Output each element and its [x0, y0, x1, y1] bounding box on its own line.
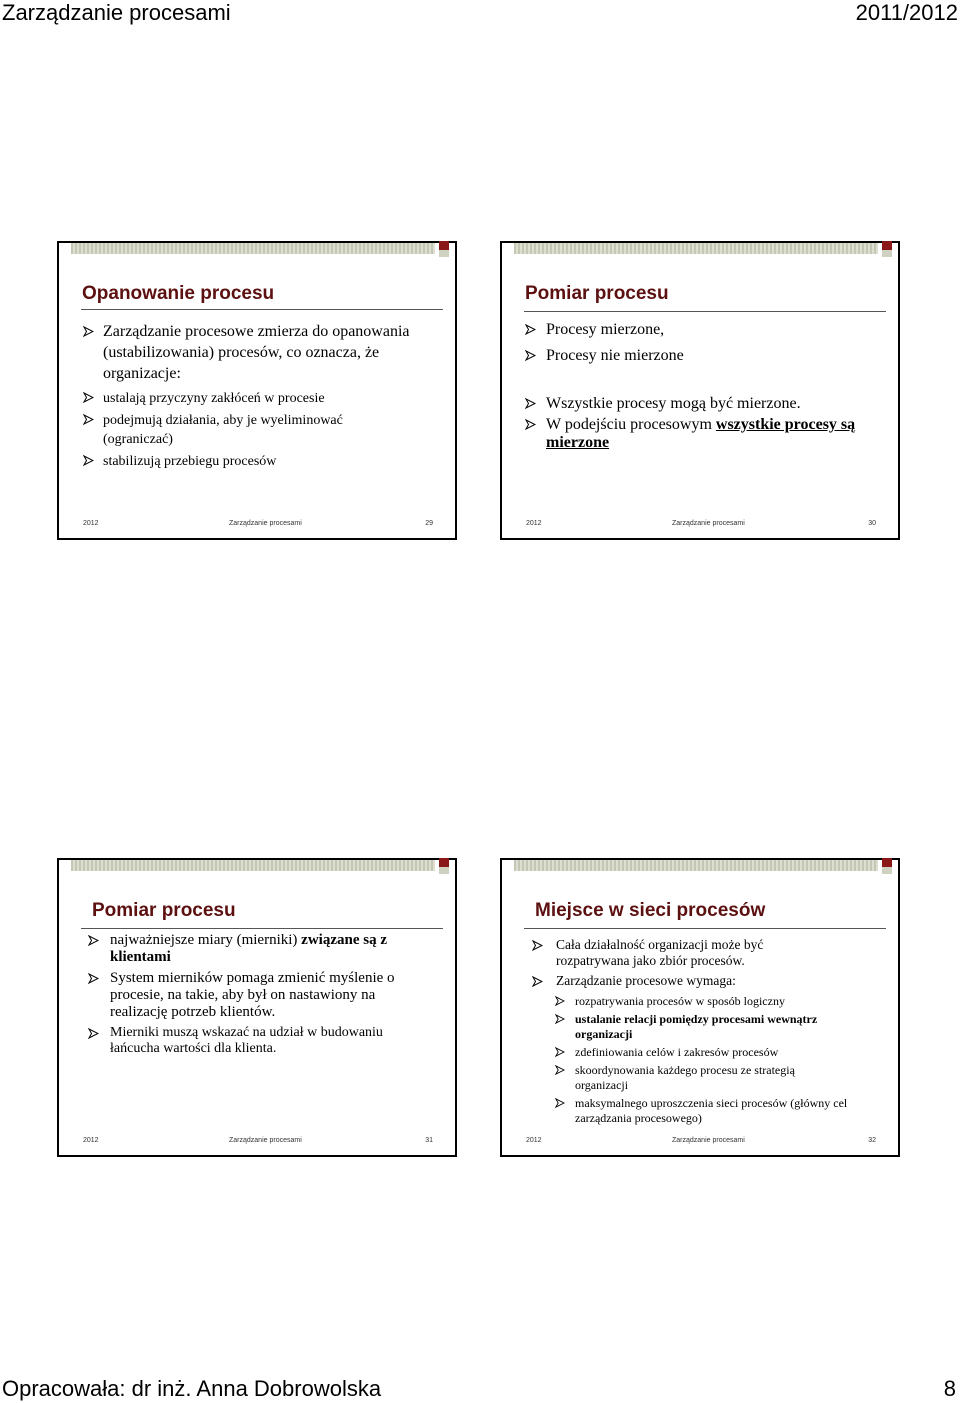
slide-number: 32 [868, 1137, 876, 1144]
arrow-bullet-icon [532, 976, 542, 986]
arrow-bullet-icon [83, 455, 93, 465]
title-divider [81, 928, 443, 929]
emphasis-text: związane są z klientami [110, 932, 387, 965]
bullet-item: Wszystkie procesy mogą być mierzone. [525, 395, 885, 413]
slide-footer-year: 2012 [526, 520, 542, 527]
slide-decoration [71, 858, 451, 872]
arrow-bullet-icon [88, 935, 98, 945]
arrow-bullet-icon [532, 940, 542, 950]
slide-footer-title: Zarządzanie procesami [229, 1137, 302, 1144]
sub-bullet-item: zdefiniowania celów i zakresów procesów [555, 1045, 875, 1060]
bullet-item: Mierniki muszą wskazać na udział w budowaniu łańcucha wartości dla klienta. [88, 1025, 418, 1057]
slide-29 [57, 241, 457, 540]
slide-footer-title: Zarządzanie procesami [672, 520, 745, 527]
slide-footer [502, 1135, 898, 1147]
page-header [0, 0, 960, 26]
slide-footer-year: 2012 [83, 1137, 99, 1144]
emphasis-text: ustalanie relacji pomiędzy procesami wewnątrz organizacji [575, 1012, 818, 1041]
page-number: 8 [943, 1376, 956, 1401]
title-divider [81, 309, 443, 310]
sub-bullet-item [555, 1012, 875, 1042]
bullet-item: Procesy mierzone, [525, 321, 885, 339]
academic-year: 2011/2012 [855, 0, 958, 25]
slide-footer-title: Zarządzanie procesami [229, 520, 302, 527]
slide-title: Miejsce w sieci procesów [535, 900, 766, 921]
slide-title: Pomiar procesu [92, 900, 236, 921]
slide-number: 29 [425, 520, 433, 527]
arrow-bullet-icon [525, 350, 535, 360]
slide-decoration [514, 858, 894, 872]
arrow-bullet-icon [83, 414, 93, 424]
sub-bullet-item: podejmują działania, aby je wyeliminować (ograniczać) [83, 411, 433, 449]
slide-30 [500, 241, 900, 540]
arrow-bullet-icon [88, 973, 98, 983]
title-divider [524, 928, 886, 929]
arrow-bullet-icon [555, 996, 565, 1006]
slide-footer [59, 1135, 455, 1147]
slide-32 [500, 858, 900, 1157]
arrow-bullet-icon [525, 419, 535, 429]
arrow-bullet-icon [555, 1014, 565, 1024]
document-title: Zarządzanie procesami [2, 0, 231, 25]
bullet-item: Procesy nie mierzone [525, 347, 885, 365]
sub-bullet-item: skoordynowania każdego procesu ze strategią organizacji [555, 1063, 875, 1093]
slide-footer-title: Zarządzanie procesami [672, 1137, 745, 1144]
arrow-bullet-icon [555, 1098, 565, 1108]
slide-decoration [514, 241, 894, 255]
sub-bullet-item: rozpatrywania procesów w sposób logiczny [555, 994, 875, 1009]
title-divider [524, 311, 886, 312]
sub-bullet-item: maksymalnego uproszczenia sieci procesów (główny cel zarządzania procesowego) [555, 1096, 875, 1126]
slide-footer [502, 518, 898, 530]
slide-number: 31 [425, 1137, 433, 1144]
sub-bullet-item: ustalają przyczyny zakłóceń w procesie [83, 389, 433, 408]
arrow-bullet-icon [83, 392, 93, 402]
emphasis-text: wszystkie procesy są mierzone [546, 416, 856, 451]
bullet-item: System mierników pomaga zmienić myślenie o procesie, na takie, aby był on nastawiony na realizację potrzeb klientów. [88, 970, 418, 1021]
arrow-bullet-icon [83, 326, 93, 336]
bullet-item: Zarządzanie procesowe zmierza do opanowania (ustabilizowania) procesów, co oznacza, że organizacje: [83, 321, 433, 384]
slide-title: Pomiar procesu [525, 283, 669, 304]
page-footer [0, 1375, 960, 1403]
bullet-item: Cała działalność organizacji może być rozpatrywana jako zbiór procesów. [532, 937, 862, 969]
slide-footer-year: 2012 [83, 520, 99, 527]
arrow-bullet-icon [525, 398, 535, 408]
arrow-bullet-icon [88, 1028, 98, 1038]
slide-footer [59, 518, 455, 530]
sub-bullet-item: stabilizują przebiegu procesów [83, 452, 433, 471]
author-credit: Opracowała: dr inż. Anna Dobrowolska [2, 1376, 382, 1401]
arrow-bullet-icon [555, 1065, 565, 1075]
arrow-bullet-icon [555, 1047, 565, 1057]
slide-number: 30 [868, 520, 876, 527]
bullet-item: najważniejsze miary (mierniki) związane są z klientami [88, 932, 418, 966]
bullet-item: Zarządzanie procesowe wymaga: [532, 973, 862, 989]
slide-title: Opanowanie procesu [82, 283, 275, 304]
slide-decoration [71, 241, 451, 255]
arrow-bullet-icon [525, 324, 535, 334]
slide-31 [57, 858, 457, 1157]
slide-footer-year: 2012 [526, 1137, 542, 1144]
bullet-item: W podejściu procesowym wszystkie procesy są mierzone [525, 416, 885, 452]
